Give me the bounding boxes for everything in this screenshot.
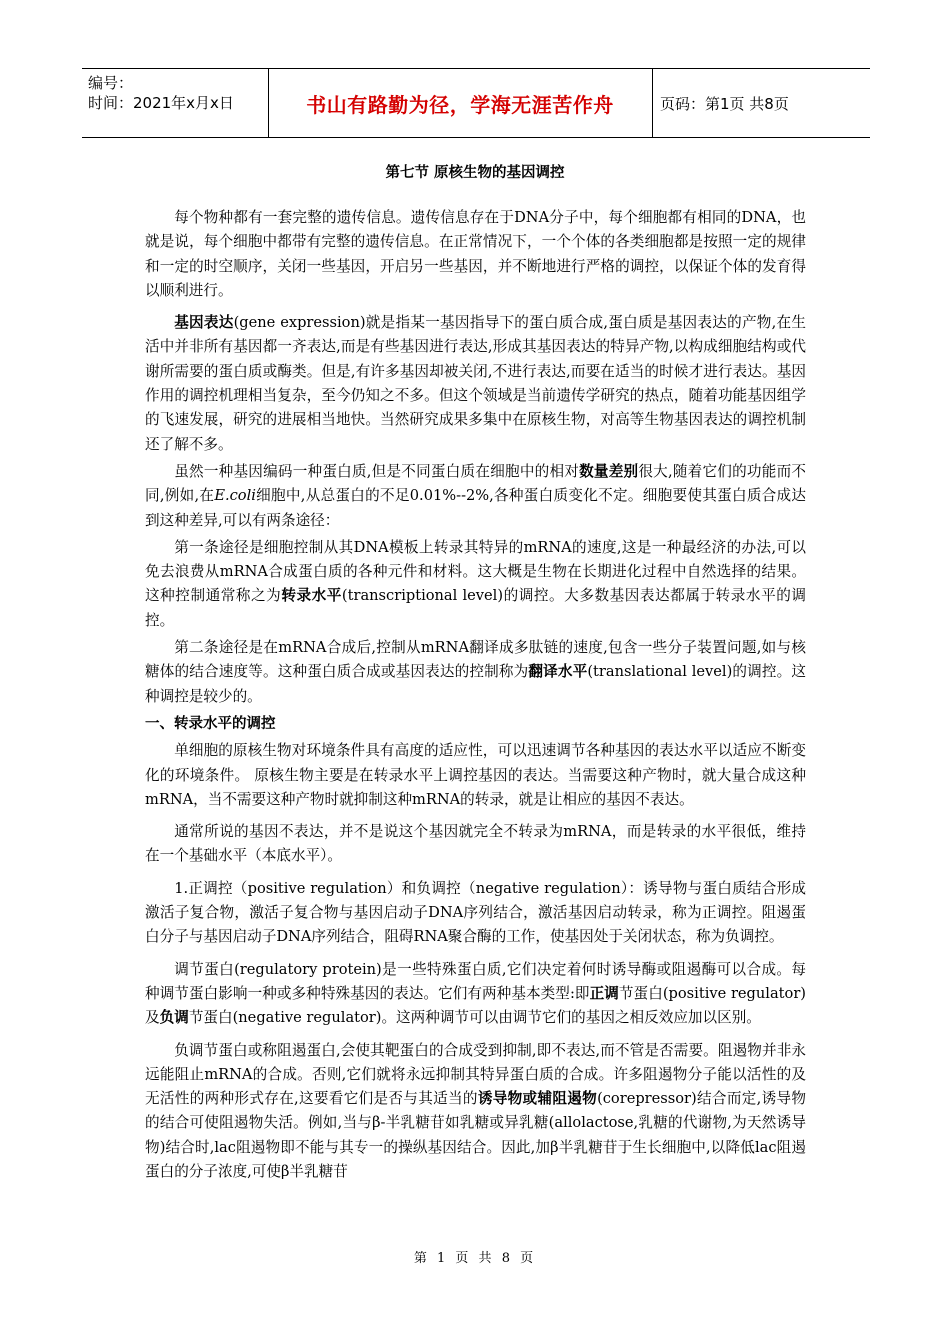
paragraph [145, 460, 806, 533]
paragraph: 单细胞的原核生物对环境条件具有高度的适应性，可以迅速调节各种基因的表达水平以适应不断变化的环境条件。 原核生物主要是在转录水平上调控基因的表达。当需要这种产物时，就大量合成这种mRNA，当不需要这种产物时就抑制这种mRNA的转录，就是让相应的基因不表达。 [145, 742, 806, 808]
text: 调节蛋白(regulatory protein)是一些特殊蛋白质,它们决定着何时诱导酶或阻遏酶可以合成。每种调节蛋白影响一种或多种特殊基因的表达。它们有两种基本类型:即 [145, 960, 806, 1002]
text: (translational level)的调控。这种调控是较少的。 [145, 663, 806, 705]
text: 第一条途径是细胞控制从其DNA模板上转录其特异的mRNA的速度,这是一种最经济的办法,可以免去浪费从mRNA合成蛋白质的各种元件和材料。这大概是生物在长期进化过程中自然选择的结果。这种控制通常称之为 [145, 538, 806, 605]
key-term: 数量差别 [579, 462, 639, 480]
key-term: 诱导物或辅阻遏物 [477, 1090, 598, 1108]
key-term: 转录水平 [281, 587, 342, 605]
page-footer: 第 1 页 共 8 页 [413, 1251, 537, 1266]
text: 节蛋白(positive regulator)及 [145, 984, 806, 1027]
key-term: 翻译水平 [528, 663, 588, 681]
paragraph: 每个物种都有一套完整的遗传信息。遗传信息存在于DNA分子中，每个细胞都有相同的DNA，也就是说，每个细胞中都带有完整的遗传信息。在正常情况下，一个个体的各类细胞都是按照一定的规律和一定的时空顺序，关闭一些基因，开启另一些基因，并不断地进行严格的调控，以保证个体的发育得以顺利进行。 [145, 209, 806, 299]
section-heading: 一、转录水平的调控 [145, 715, 276, 732]
header-divider [652, 69, 653, 137]
text: 虽然一种基因编码一种蛋白质,但是不同蛋白质在细胞中的相对 [174, 462, 580, 480]
text: (corepressor)结合而定,诱导物的结合可使阻遏物失活。例如,当与β-半乳糖苷如乳糖或异乳糖(allolactose,乳糖的代谢物,为天然诱导物)结合时,lac阻遏物即不能与其专一的操纵基因结合。因此,加β半乳糖苷于生长细胞中,以降低lac阻遏蛋白的分子浓度,可使β半乳糖苷 [145, 1090, 806, 1180]
document-time: 时间：2021年x月x日 [88, 94, 234, 112]
key-term: 负调 [159, 1009, 189, 1027]
page-header [82, 68, 870, 138]
section-title: 第七节 原核生物的基因调控 [385, 165, 565, 181]
paragraph [145, 636, 806, 709]
text: (gene expression)就是指某一基因指导下的蛋白质合成,蛋白质是基因表达的产物,在生活中并非所有基因都一齐表达,而是有些基因进行表达,形成其基因表达的特异产物,以构成细胞结构或代谢所需要的蛋白质或酶类。但是,有许多基因却被关闭,不进行表达,而要在适当的时候才进行表达。基因作用的调控机理相当复杂，至今仍知之不多。但这个领域是当前遗传学研究的热点，随着功能基因组学的飞速发展，研究的进展相当地快。当然研究成果多集中在原核生物，对高等生物基因表达的调控机制还了解不多。 [145, 314, 806, 453]
text: 细胞中,从总蛋白的不足0.01%--2%,各种蛋白质变化不定。细胞要使其蛋白质合成达到这种差异,可以有两条途径： [145, 487, 807, 529]
header-motto: 书山有路勤为径，学海无涯苦作舟 [306, 93, 614, 117]
species-name: E.coli [214, 487, 256, 505]
paragraph [145, 311, 806, 457]
document-body [145, 206, 806, 1187]
text: 负调节蛋白或称阻遏蛋白,会使其靶蛋白的合成受到抑制,即不表达,而不管是否需要。阻遏物并非永远能阻止mRNA的合成。否则,它们就将永远抑制其特异蛋白质的合成。许多阻遏物分子能以活性的及无活性的两种形式存在,这要看它们是否与其适当的 [145, 1041, 806, 1108]
paragraph [145, 536, 806, 633]
header-meta [88, 73, 234, 113]
paragraph: 1.正调控（positive regulation）和负调控（negative regulation）：诱导物与蛋白质结合形成激活子复合物，激活子复合物与基因启动子DNA序列结合，激活基因启动转录，称为正调控。阻遏蛋白分子与基因启动子DNA序列结合，阻碍RNA聚合酶的工作，使基因处于关闭状态，称为负调控。 [145, 879, 806, 946]
text: (transcriptional level)的调控。大多数基因表达都属于转录水平的调控。 [145, 587, 806, 629]
paragraph [145, 1039, 806, 1185]
text: 节蛋白(negative regulator)。这两种调节可以由调节它们的基因之相反效应加以区别。 [188, 1009, 761, 1027]
text: 很大,随着它们的功能而不同,例如,在 [145, 462, 806, 505]
header-page-info: 页码：第1页 共8页 [660, 95, 789, 113]
key-term: 正调 [589, 984, 619, 1002]
key-term: 基因表达 [174, 314, 234, 332]
text: 第二条途径是在mRNA合成后,控制从mRNA翻译成多肽链的速度,包含一些分子装置问题,如与核糖体的结合速度等。这种蛋白质合成或基因表达的控制称为 [145, 639, 806, 681]
document-number: 编号： [88, 74, 134, 92]
paragraph [145, 958, 806, 1031]
paragraph: 通常所说的基因不表达，并不是说这个基因就完全不转录为mRNA，而是转录的水平很低，维持在一个基础水平（本底水平）。 [145, 823, 806, 865]
header-divider [268, 69, 269, 137]
